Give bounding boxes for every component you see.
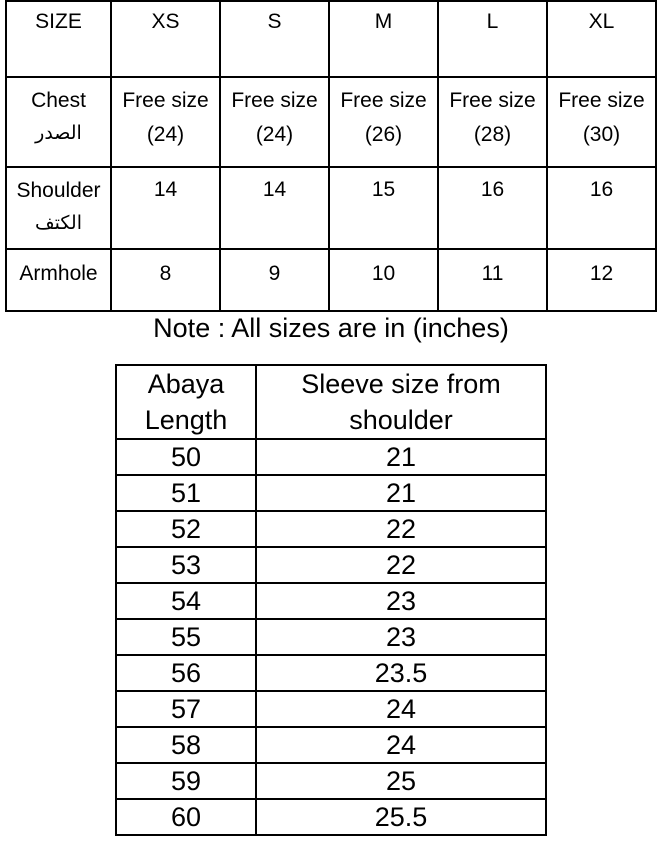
- shoulder-label-cell: [6, 167, 111, 249]
- abaya-length-cell: 54: [116, 583, 256, 619]
- size-header-row: [6, 1, 656, 77]
- chest-subvalue: (30): [582, 123, 621, 146]
- chest-subvalue: (24): [255, 123, 294, 146]
- abaya-row: [116, 655, 546, 691]
- chest-subvalue: (24): [146, 123, 185, 146]
- chest-value: Free size: [122, 89, 209, 112]
- sleeve-size-header-line2: shoulder: [349, 405, 453, 435]
- size-header-cell: M: [329, 1, 438, 77]
- sleeve-size-cell: 21: [256, 439, 546, 475]
- abaya-length-header: [116, 365, 256, 439]
- armhole-cell: 11: [438, 249, 547, 311]
- sleeve-size-cell: 25: [256, 763, 546, 799]
- armhole-row: [6, 249, 656, 311]
- abaya-length-cell: 56: [116, 655, 256, 691]
- chest-cell: [329, 77, 438, 167]
- chest-cell: [111, 77, 220, 167]
- armhole-cell: 8: [111, 249, 220, 311]
- chest-label-arabic: الصدر: [35, 122, 82, 144]
- sleeve-size-cell: 21: [256, 475, 546, 511]
- chest-cell: [220, 77, 329, 167]
- abaya-row: [116, 511, 546, 547]
- sleeve-size-cell: 23.5: [256, 655, 546, 691]
- size-header-cell: S: [220, 1, 329, 77]
- abaya-length-table: [115, 364, 547, 836]
- abaya-row: [116, 691, 546, 727]
- sleeve-size-cell: 25.5: [256, 799, 546, 835]
- chest-cell: [438, 77, 547, 167]
- sleeve-size-header: [256, 365, 546, 439]
- units-note: Note : All sizes are in (inches): [153, 313, 509, 343]
- abaya-header-row: [116, 365, 546, 439]
- abaya-row: [116, 799, 546, 835]
- abaya-row: [116, 583, 546, 619]
- abaya-row: [116, 547, 546, 583]
- shoulder-row: [6, 167, 656, 249]
- abaya-length-cell: 53: [116, 547, 256, 583]
- abaya-row: [116, 727, 546, 763]
- shoulder-cell: 14: [220, 167, 329, 249]
- chest-value: Free size: [231, 89, 318, 112]
- shoulder-label: Shoulder: [16, 179, 101, 202]
- chest-subvalue: (26): [364, 123, 403, 146]
- sleeve-size-cell: 22: [256, 547, 546, 583]
- abaya-row: [116, 475, 546, 511]
- abaya-length-header-line2: Length: [144, 405, 228, 435]
- abaya-length-cell: 60: [116, 799, 256, 835]
- abaya-length-header-line1: Abaya: [147, 369, 225, 399]
- shoulder-cell: 16: [438, 167, 547, 249]
- sleeve-size-cell: 23: [256, 619, 546, 655]
- chest-value: Free size: [340, 89, 427, 112]
- shoulder-cell: 16: [547, 167, 656, 249]
- abaya-length-cell: 51: [116, 475, 256, 511]
- sleeve-size-cell: 22: [256, 511, 546, 547]
- chest-label-cell: [6, 77, 111, 167]
- abaya-length-cell: 55: [116, 619, 256, 655]
- chest-row: [6, 77, 656, 167]
- abaya-length-cell: 52: [116, 511, 256, 547]
- armhole-cell: 12: [547, 249, 656, 311]
- armhole-cell: 9: [220, 249, 329, 311]
- size-header-cell: XS: [111, 1, 220, 77]
- armhole-cell: 10: [329, 249, 438, 311]
- abaya-length-cell: 59: [116, 763, 256, 799]
- size-header-cell: XL: [547, 1, 656, 77]
- sleeve-size-cell: 24: [256, 691, 546, 727]
- shoulder-label-arabic: الكتف: [35, 212, 82, 234]
- shoulder-cell: 14: [111, 167, 220, 249]
- abaya-row: [116, 439, 546, 475]
- abaya-length-cell: 58: [116, 727, 256, 763]
- sleeve-size-cell: 24: [256, 727, 546, 763]
- chest-value: Free size: [449, 89, 536, 112]
- chest-subvalue: (28): [473, 123, 512, 146]
- sleeve-size-cell: 23: [256, 583, 546, 619]
- chest-label: Chest: [31, 89, 86, 112]
- abaya-row: [116, 763, 546, 799]
- abaya-length-cell: 57: [116, 691, 256, 727]
- size-header-cell: L: [438, 1, 547, 77]
- chest-cell: [547, 77, 656, 167]
- shoulder-cell: 15: [329, 167, 438, 249]
- abaya-row: [116, 619, 546, 655]
- armhole-label: Armhole: [6, 249, 111, 311]
- abaya-length-cell: 50: [116, 439, 256, 475]
- size-header-cell: SIZE: [6, 1, 111, 77]
- size-chart-table: [5, 0, 657, 312]
- chest-value: Free size: [558, 89, 645, 112]
- sleeve-size-header-line1: Sleeve size from: [301, 369, 501, 399]
